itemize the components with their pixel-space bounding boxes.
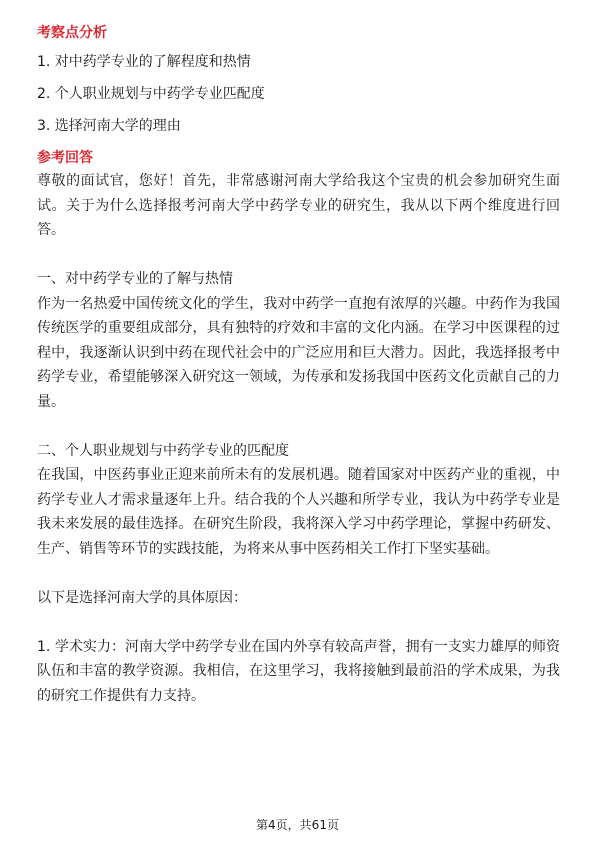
spacer (37, 414, 560, 439)
section1-title: 一、对中药学专业的了解与热情 (37, 271, 233, 287)
page-number-footer: 第4页，共61页 (256, 818, 339, 832)
point-item-3: 3. 选择河南大学的理由 (37, 118, 181, 134)
spacer (37, 610, 560, 635)
page-content (37, 22, 560, 708)
spacer (37, 243, 560, 268)
points-heading: 考察点分析 (37, 25, 107, 41)
spacer (37, 561, 560, 586)
point-item-1: 1. 对中药学专业的了解程度和热情 (37, 54, 251, 70)
point-item-2: 2. 个人职业规划与中药学专业匹配度 (37, 86, 265, 102)
answer-heading: 参考回答 (37, 150, 93, 166)
section1-paragraph: 作为一名热爱中国传统文化的学生，我对中药学一直抱有浓厚的兴趣。中药作为我国传统医学的重要组成部分，具有独特的疗效和丰富的文化内涵。在学习中医课程的过程中，我逐渐认识到中药在现代社会中的广泛应用和巨大潜力。因此，我选择报考中药学专业，希望能够深入研究这一领域，为传承和发扬我国中医药文化贡献自己的力量。 (37, 295, 560, 410)
intro-paragraph: 尊敬的面试官，您好！首先，非常感谢河南大学给我这个宝贵的机会参加研究生面试。关于为什么选择报考河南大学中药学专业的研究生，我从以下两个维度进行回答。 (37, 173, 560, 238)
section2-paragraph: 在我国，中医药事业正迎来前所未有的发展机遇。随着国家对中医药产业的重视，中药学专业人才需求量逐年上升。结合我的个人兴趣和所学专业，我认为中药学专业是我未来发展的最佳选择。在研究生阶段，我将深入学习中药学理论，掌握中药研发、生产、销售等环节的实践技能，为将来从事中医药相关工作打下坚实基础。 (37, 467, 560, 557)
section2-title: 二、个人职业规划与中药学专业的匹配度 (37, 442, 289, 459)
reasons-intro: 以下是选择河南大学的具体原因： (37, 589, 247, 606)
reason-item-1: 1. 学术实力：河南大学中药学专业在国内外享有较高声誉，拥有一支实力雄厚的师资队伍和丰富的教学资源。我相信，在这里学习，我将接触到最前沿的学术成果，为我的研究工作提供有力支持。 (37, 638, 560, 704)
